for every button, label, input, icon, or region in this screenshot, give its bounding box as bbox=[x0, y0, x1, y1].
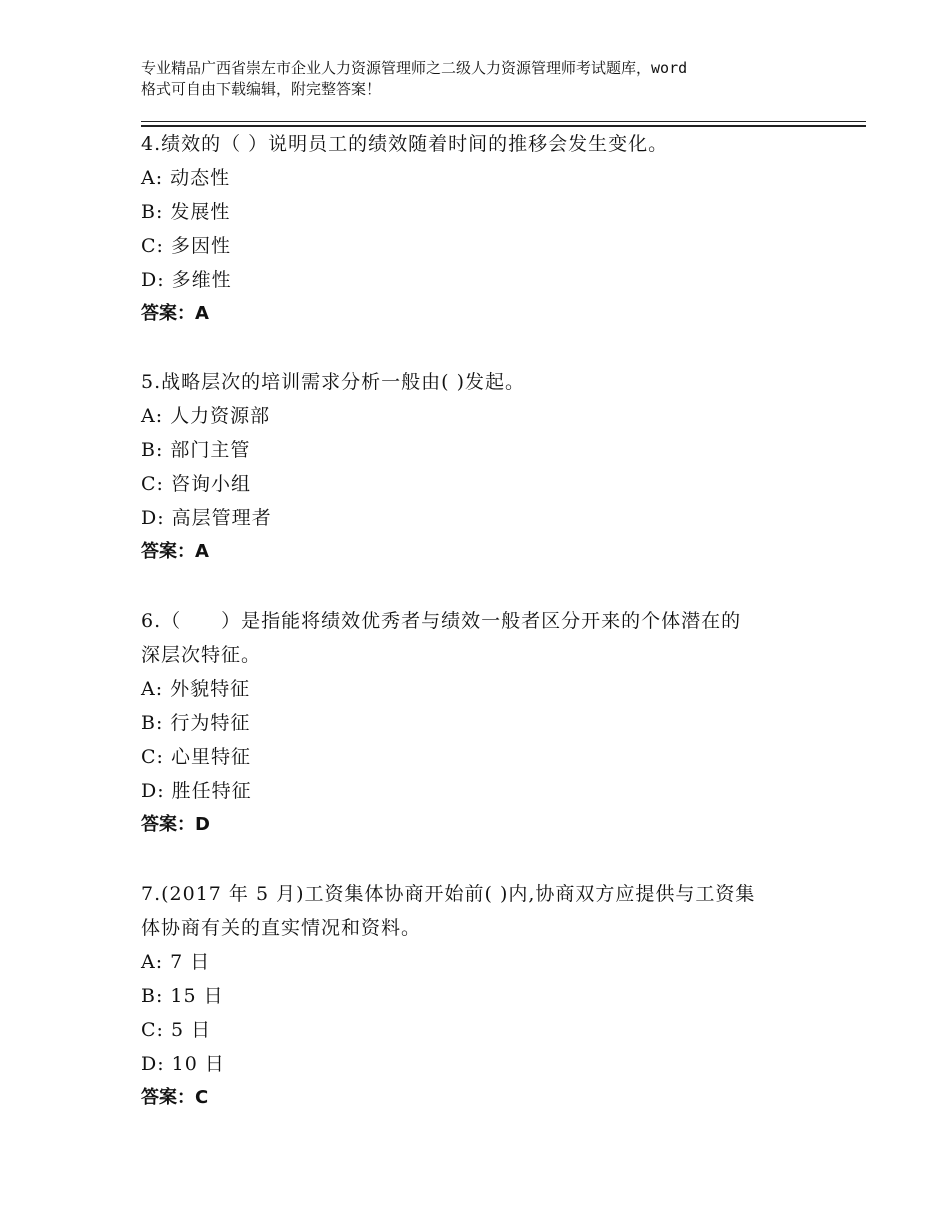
option-b: B: 行为特征 bbox=[141, 712, 251, 734]
header-line-2: 格式可自由下载编辑，附完整答案！ bbox=[141, 80, 382, 98]
option-a: A: 外貌特征 bbox=[141, 678, 251, 700]
question-6 bbox=[141, 604, 821, 842]
option-a: A: 人力资源部 bbox=[141, 405, 271, 427]
question-text-line-1: 7.(2017 年 5 月)工资集体协商开始前( )内,协商双方应提供与工资集 bbox=[141, 883, 756, 905]
answer-label: 答案：A bbox=[141, 541, 209, 562]
option-c: C: 咨询小组 bbox=[141, 473, 251, 495]
question-text: 4.绩效的（ ）说明员工的绩效随着时间的推移会发生变化。 bbox=[141, 133, 669, 155]
option-a: A: 动态性 bbox=[141, 167, 231, 189]
header-divider-thin bbox=[141, 121, 866, 122]
option-b: B: 发展性 bbox=[141, 201, 231, 223]
option-d: D: 多维性 bbox=[141, 269, 232, 291]
option-d: D: 高层管理者 bbox=[141, 507, 272, 529]
question-text-line-1: 6.（ ）是指能将绩效优秀者与绩效一般者区分开来的个体潜在的 bbox=[141, 610, 742, 632]
option-b: B: 15 日 bbox=[141, 985, 224, 1007]
option-c: C: 多因性 bbox=[141, 235, 231, 257]
option-a: A: 7 日 bbox=[141, 951, 211, 973]
answer-label: 答案：D bbox=[141, 814, 210, 835]
header-line-1: 专业精品广西省崇左市企业人力资源管理师之二级人力资源管理师考试题库，word bbox=[141, 59, 688, 77]
question-text-line-2: 体协商有关的直实情况和资料。 bbox=[141, 917, 422, 939]
option-c: C: 5 日 bbox=[141, 1019, 212, 1041]
answer-label: 答案：C bbox=[141, 1087, 209, 1108]
question-7 bbox=[141, 877, 821, 1115]
option-d: D: 胜任特征 bbox=[141, 780, 252, 802]
question-4 bbox=[141, 127, 821, 331]
question-5 bbox=[141, 365, 821, 569]
document-header bbox=[141, 58, 821, 100]
question-text-line-2: 深层次特征。 bbox=[141, 644, 262, 666]
option-c: C: 心里特征 bbox=[141, 746, 251, 768]
option-d: D: 10 日 bbox=[141, 1053, 225, 1075]
answer-label: 答案：A bbox=[141, 303, 209, 324]
question-text: 5.战略层次的培训需求分析一般由( )发起。 bbox=[141, 371, 525, 393]
option-b: B: 部门主管 bbox=[141, 439, 251, 461]
